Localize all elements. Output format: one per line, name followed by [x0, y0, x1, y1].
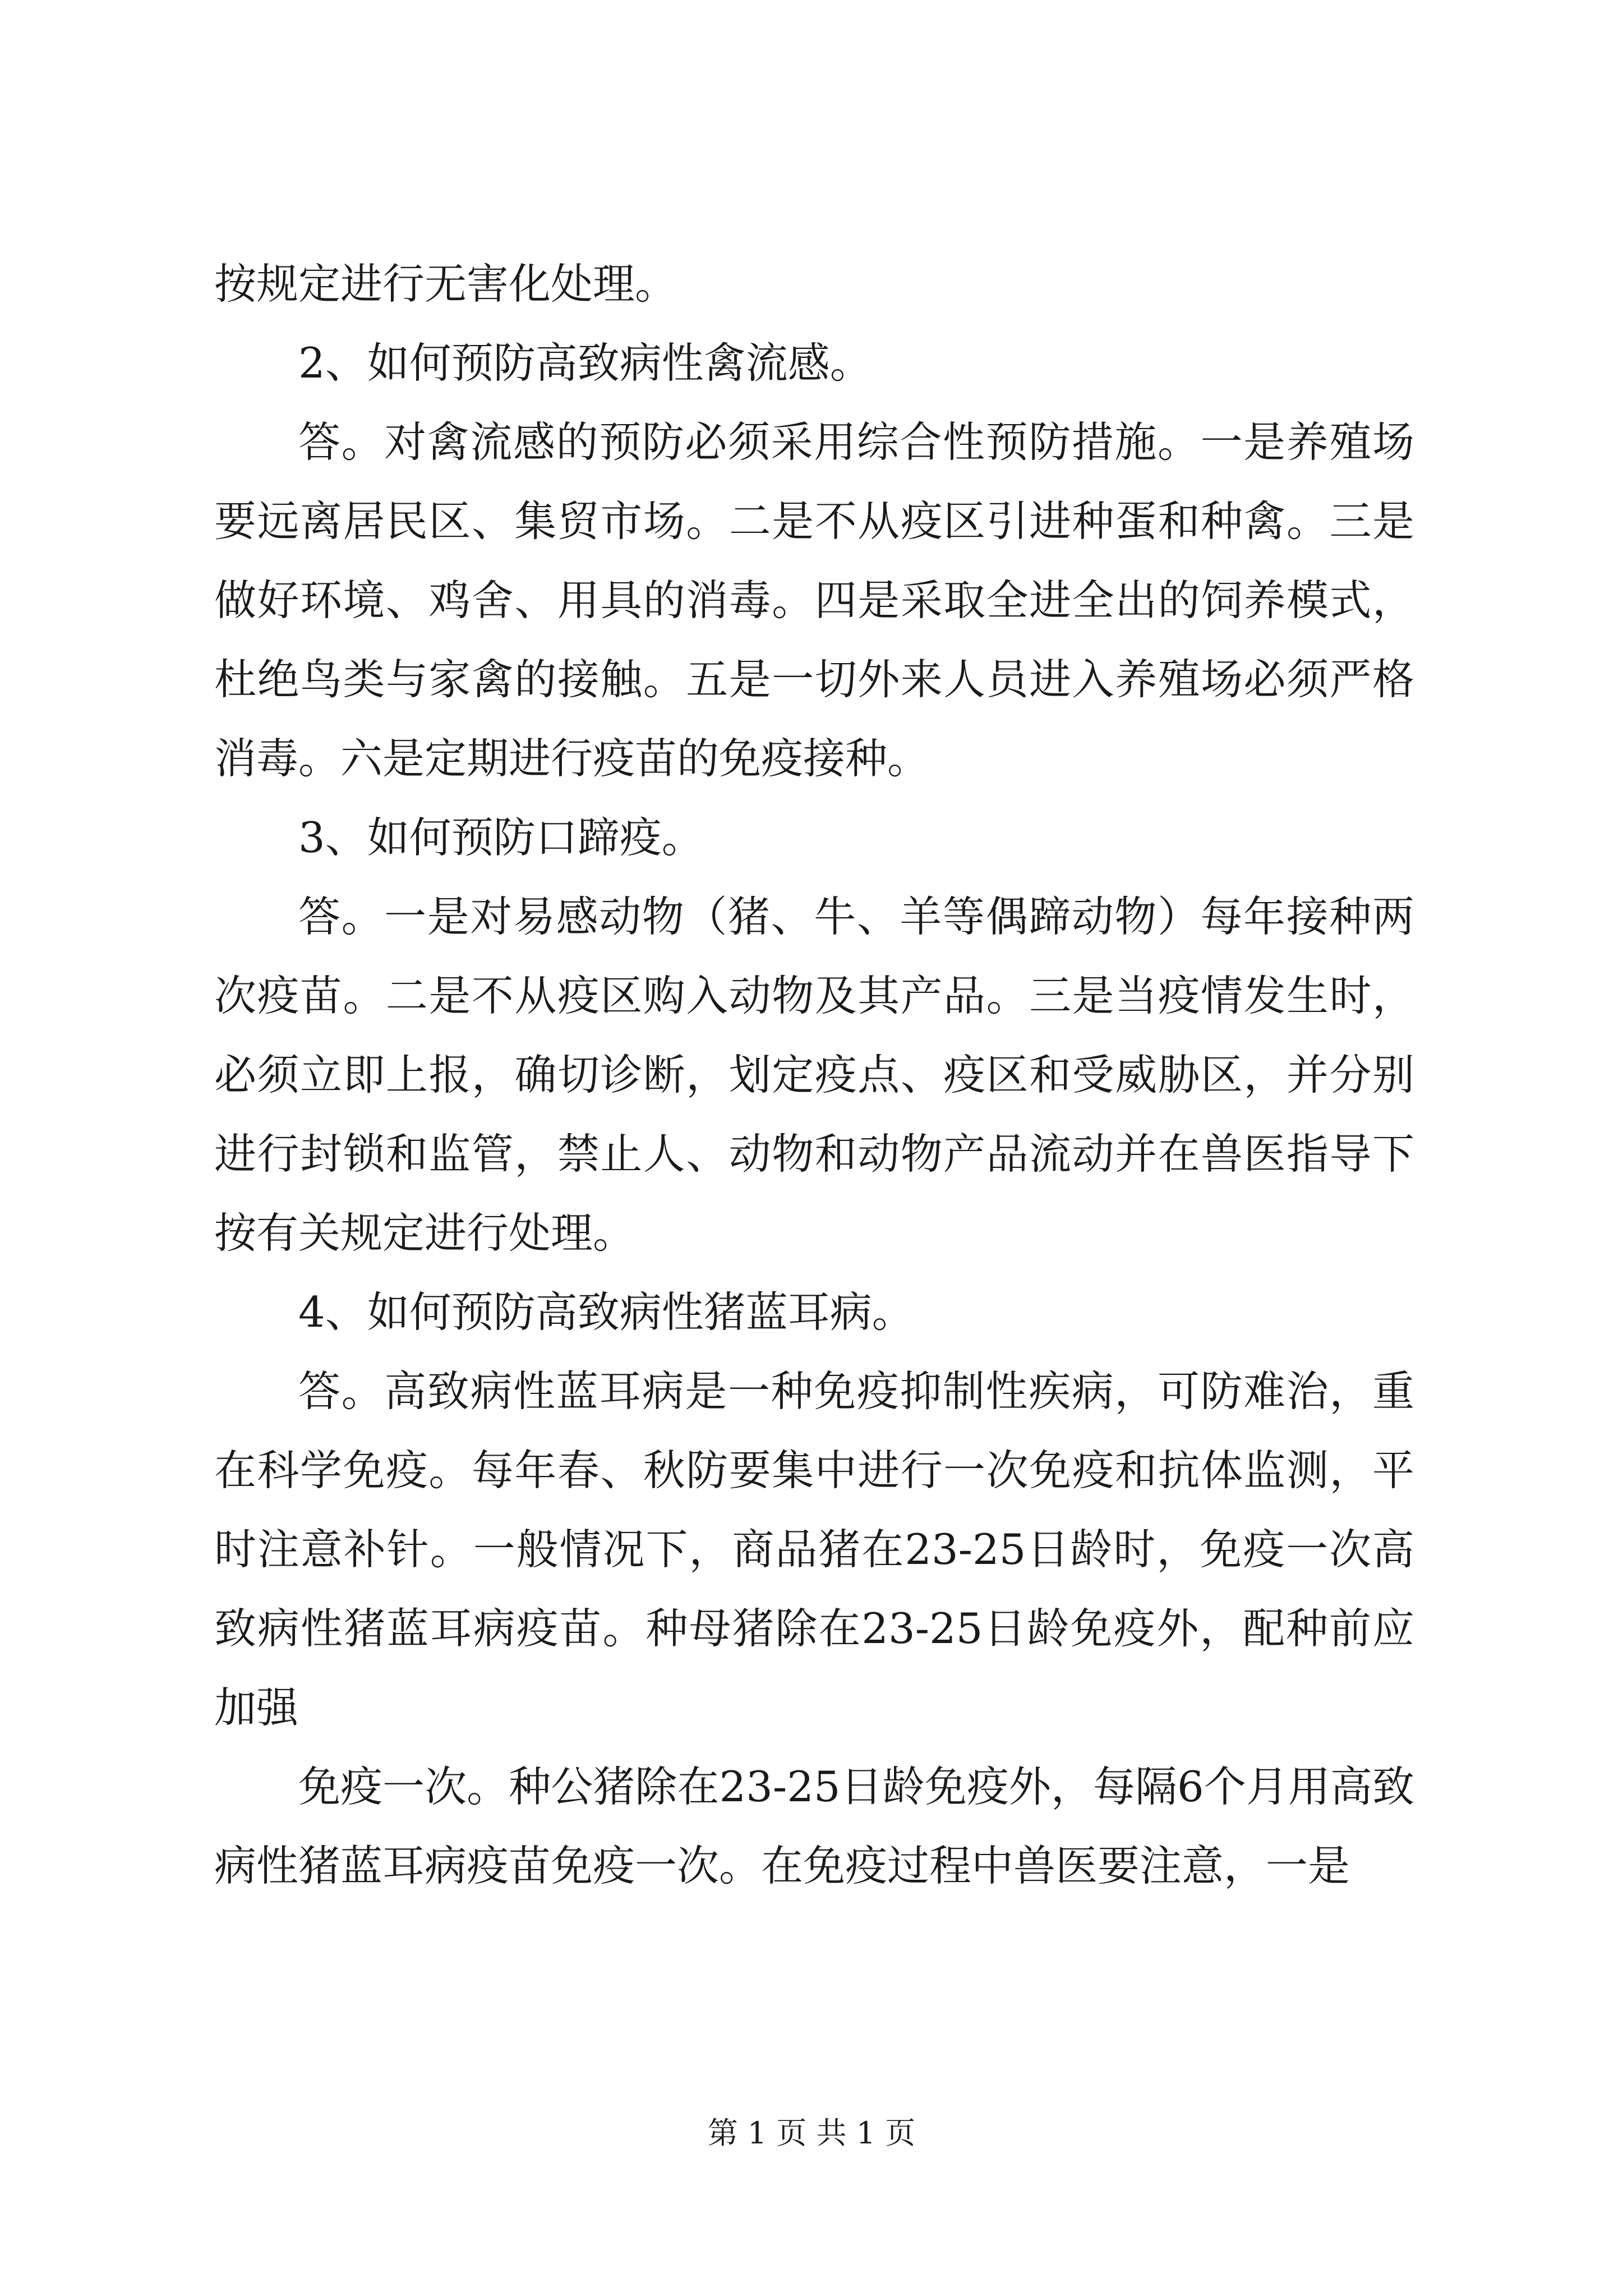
answer-paragraph-3: 答。一是对易感动物（猪、牛、羊等偶蹄动物）每年接种两次疫苗。二是不从疫区购入动物及其产品。三是当疫情发生时，必须立即上报，确切诊断，划定疫点、疫区和受威胁区，并分别进行封锁和监管，禁止人、动物和动物产品流动并在兽医指导下按有关规定进行处理。	[214, 892, 1414, 1258]
question-heading-4: 4、如何预防高致病性猪蓝耳病。	[298, 1287, 914, 1337]
answer-paragraph-4-continued: 免疫一次。种公猪除在23-25日龄免疫外，每隔6个月用高致病性猪蓝耳病疫苗免疫一次。在免疫过程中兽医要注意，一是	[214, 1762, 1414, 1890]
answer-paragraph-2: 答。对禽流感的预防必须采用综合性预防措施。一是养殖场要远离居民区、集贸市场。二是不从疫区引进种蛋和种禽。三是做好环境、鸡舍、用具的消毒。四是采取全进全出的饲养模式，杜绝鸟类与家禽的接触。五是一切外来人员进入养殖场必须严格消毒。六是定期进行疫苗的免疫接种。	[214, 417, 1414, 783]
paragraph-1: 按规定进行无害化处理。	[214, 259, 677, 309]
question-heading-2: 2、如何预防高致病性禽流感。	[298, 338, 872, 388]
answer-paragraph-4: 答。高致病性蓝耳病是一种免疫抑制性疾病，可防难治，重在科学免疫。每年春、秋防要集中进行一次免疫和抗体监测，平时注意补针。一般情况下，商品猪在23-25日龄时，免疫一次高致病性猪蓝耳病疫苗。种母猪除在23-25日龄免疫外，配种前应加强	[214, 1366, 1414, 1732]
page-number-label: 第 1 页 共 1 页	[707, 2115, 916, 2151]
page-footer	[0, 2114, 1623, 2153]
document-body	[214, 245, 1414, 1906]
question-heading-3: 3、如何预防口蹄疫。	[298, 813, 704, 862]
